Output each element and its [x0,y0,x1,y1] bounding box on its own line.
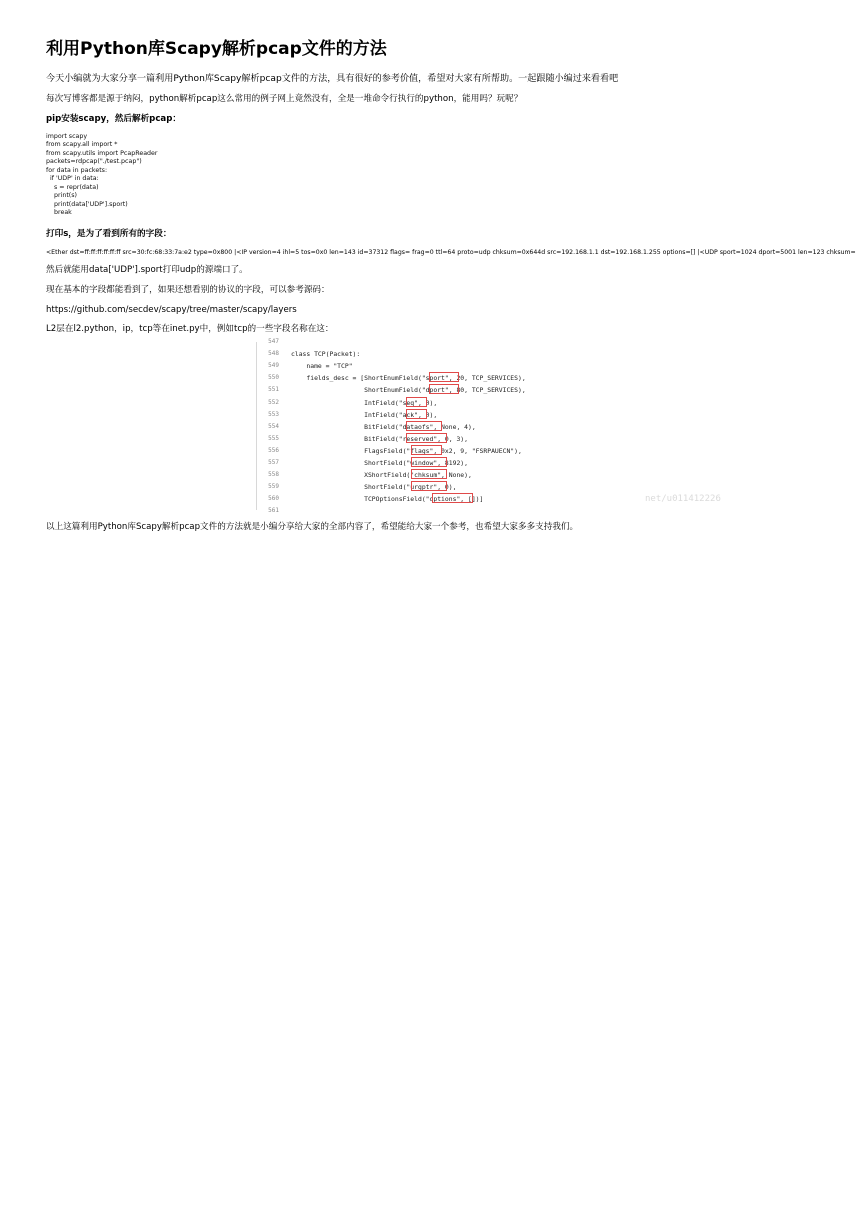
highlight-box [432,493,473,503]
figure-code-line: IntField("ack", 0), [291,410,438,419]
heading-print: 打印s，是为了看到所有的字段： [46,229,172,239]
figure-code-line: BitField("dataofs", None, 4), [291,422,476,431]
highlight-box [411,457,447,467]
code-line: import scapy [46,133,88,140]
code-line: print(s) [46,192,77,200]
figure-code-line: ShortEnumField("dport", 80, TCP_SERVICES), [291,386,526,395]
figure-code-line: XShortField("chksum", None), [291,471,472,480]
paragraph-2: 然后就能用data['UDP'].sport打印udp的源端口了。 [46,265,248,275]
figure-code-line: IntField("seq", 0), [291,398,438,407]
paragraph-4: L2层在l2.python，ip，tcp等在inet.py中，例如tcp的一些字段名称在这： [46,324,334,334]
heading-install: pip安装scapy，然后解析pcap： [46,114,181,124]
highlight-box [429,372,459,382]
highlight-box [429,384,459,394]
figure-code-line: FlagsField("flags", 0x2, 9, "FSRPAUECN"), [291,446,522,455]
tcp-fields-screenshot [256,338,721,515]
highlight-box [411,469,447,479]
highlight-box [406,409,427,419]
figure-code-line: class TCP(Packet): [291,350,361,359]
intro-paragraph: 今天小编就为大家分享一篇利用Python库Scapy解析pcap文件的方法，具有很好的参考价值，希望对大家有所帮助。一起跟随小编过来看看吧 [46,74,619,84]
code-line: s = repr(data) [46,183,99,191]
code-line: if 'UDP' in data: [46,175,99,183]
line-number: 552 [268,398,279,406]
line-number: 550 [268,374,279,382]
code-line: print(data['UDP'].sport) [46,200,128,208]
highlight-box [406,433,447,443]
line-number: 551 [268,386,279,394]
code-line: from scapy.utils import PcapReader [46,149,158,157]
code-block [46,133,158,218]
code-line: from scapy.all import * [46,141,118,149]
line-number: 556 [268,446,279,454]
figure-code-line: ShortField("window", 8192), [291,459,468,467]
figure-code-line: BitField("reserved", 0, 3), [291,434,468,443]
line-number: 554 [268,422,279,430]
watermark: net/u011412226 [645,494,721,504]
figure-code-line: TCPOptionsField("options", [])] [291,495,484,504]
highlight-box [406,397,427,407]
code-line: packets=rdpcap("./test.pcap") [46,158,142,166]
paragraph-3: 现在基本的字段都能看到了，如果还想看别的协议的字段，可以参考源码： [46,285,330,295]
line-number: 558 [268,471,279,479]
line-number: 559 [268,483,279,491]
line-number: 547 [268,338,279,345]
line-number: 553 [268,410,279,418]
code-line: for data in packets: [46,166,108,174]
article-title: 利用Python库Scapy解析pcap文件的方法 [46,39,387,59]
figure-code-line: fields_desc = [ShortEnumField("sport", 20, TCP_SERVICES), [291,374,526,383]
source-link[interactable]: https://github.com/secdev/scapy/tree/master/scapy/layers [46,305,297,315]
highlight-box [411,445,442,455]
conclusion-paragraph: 以上这篇利用Python库Scapy解析pcap文件的方法就是小编分享给大家的全部内容了，希望能给大家一个参考，也希望大家多多支持我们。 [46,522,579,532]
highlight-box [406,421,442,431]
highlight-box [411,481,447,491]
code-line: break [46,209,72,217]
line-number: 561 [268,507,279,515]
line-number: 549 [268,362,279,370]
line-number: 557 [268,459,279,466]
figure-code-line: name = "TCP" [291,362,353,371]
repr-output: <Ether dst=ff:ff:ff:ff:ff:ff src=30:fc:68:33:7a:e2 type=0x800 |<IP version=4 ihl=5 tos=0x0 len=143 id=37312 flags= frag=0 ttl=64 proto=udp chksum=0x644d src=192.168.1.1 dst=192.168.1.255 options=[] |<UDP sport=1024 dport=5001 len=123 chksum= [46,249,856,256]
paragraph-1: 每次写博客都是源于纳闷，python解析pcap这么常用的例子网上竟然没有，全是一堆命令行执行的python，能用吗？玩呢？ [46,94,523,104]
line-number: 555 [268,434,279,442]
line-number: 548 [268,350,279,358]
figure-code-line: ShortField("urgptr", 0), [291,483,457,492]
line-number: 560 [268,495,279,503]
